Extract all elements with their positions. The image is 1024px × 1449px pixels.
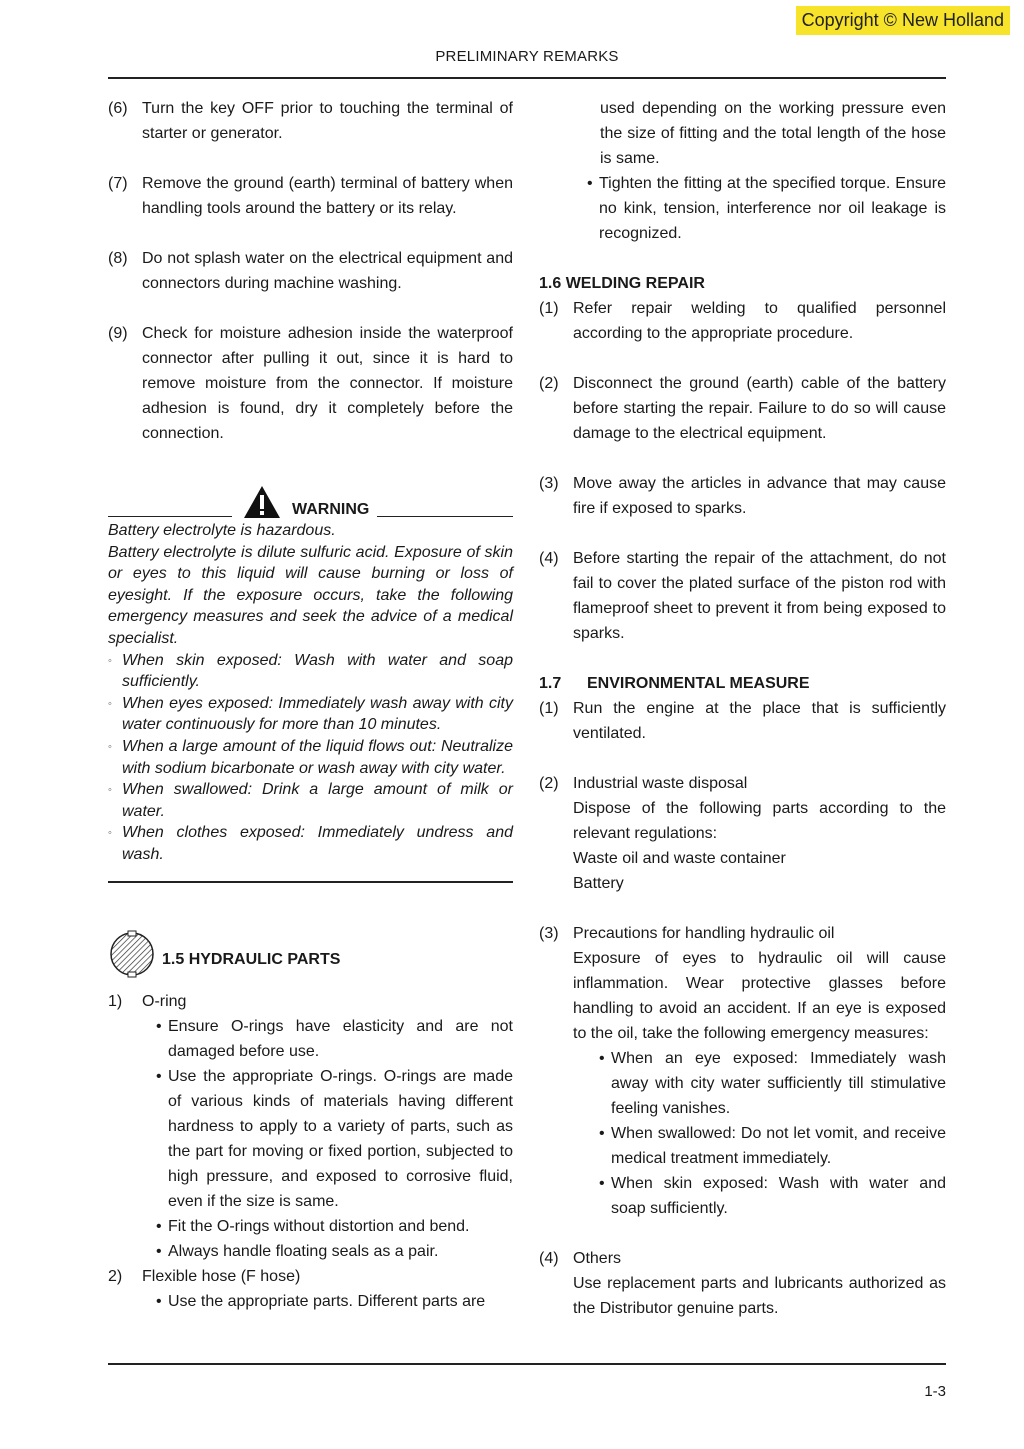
section-title: 1.5 HYDRAULIC PARTS [162,951,341,968]
section-title: 1.7 ENVIRONMENTAL MEASURE [539,675,810,692]
bullet-item: • When swallowed: Do not let vomit, and receive medical treatment immediately. [599,1125,946,1167]
warning-list-item: ◦ When a large amount of the liquid flows out: Neutralize with sodium bicarbonate or wash away with city water. [108,737,513,777]
copyright-banner: Copyright © New Holland [796,6,1010,35]
list-item: 2) Flexible hose (F hose) [108,1267,301,1285]
warning-header [108,482,513,520]
left-column [108,96,513,1314]
list-item: (4) Before starting the repair of the attachment, do not fail to cover the plated surface of the piston rod with flameproof sheet to prevent it from being exposed to sparks. [539,550,946,642]
bullet-item: • When an eye exposed: Immediately wash away with city water sufficiently till stimulative feeling vanishes. [599,1050,946,1117]
warning-bottom-rule [108,881,513,883]
footer-rule [108,1363,946,1365]
section-title: 1.6 WELDING REPAIR [539,275,705,292]
list-item: (1) Run the engine at the place that is sufficiently ventilated. [539,700,946,742]
list-item: (7) Remove the ground (earth) terminal of battery when handling tools around the battery or its relay. [108,175,513,217]
divider [377,516,513,517]
list-item: (9) Check for moisture adhesion inside the waterproof connector after pulling it out, since it is hard to remove moisture from the connector. If moisture adhesion is found, dry it completely before the connection. [108,325,513,442]
continued-text: used depending on the working pressure even the size of fitting and the total length of the hose is same. [600,100,946,167]
warning-list-item: ◦ When eyes exposed: Immediately wash away with city water continuously for more than 10 minutes. [108,694,513,734]
list-item: (2) Disconnect the ground (earth) cable of the battery before starting the repair. Failure to do so will cause damage to the electrical equipment. [539,375,946,442]
warning-title: WARNING [292,501,370,518]
bullet-item: • Fit the O-rings without distortion and bend. [156,1217,470,1235]
right-column [539,96,946,1321]
bullet-item: • Use the appropriate O-rings. O-rings are made of various kinds of materials having different hardness to apply to a variety of parts, such as the part for moving or fixed portion, subjected to high pressure, and exposed to corrosive fluid, even if the size is same. [156,1067,513,1210]
bullet-item: • Use the appropriate parts. Different parts are [156,1292,486,1310]
list-item: (3) Move away the articles in advance that may cause fire if exposed to sparks. [539,475,946,517]
bullet-item: • Ensure O-rings have elasticity and are not damaged before use. [156,1017,513,1060]
divider [108,516,232,517]
list-item: (3) Precautions for handling hydraulic oil Exposure of eyes to hydraulic oil will cause inflammation. Wear protective glasses before handling to avoid an accident. If an eye is exposed to the oil, take the following emergency measures: • When an eye exposed: Immediately wash away with city water sufficiently till stimulative feeling vanishes. • When swallowed: Do not let vomit, and receive medical treatment immediately. • When skin exposed: Wash with water and soap sufficiently. [539,921,946,1221]
warning-body: Battery electrolyte is hazardous. Battery electrolyte is dilute sulfuric acid. Exposure of skin or eyes to this liquid will cause burning or loss of eyesight. If the exposure occurs, take the following emergency measures and seek the advice of a medical specialist. ◦ When skin exposed: Wash with water and soap sufficiently. ◦ When eyes exposed: Immediately wash away with city water continuously for more than 10 minutes. ◦ When a large amount of the liquid flows out: Neutralize with sodium bicarbonate or wash away with city water. ◦ When swallowed: Drink a large amount of milk or water. ◦ When clothes exposed: Immediately undress and wash. [108,520,513,866]
bullet-item: • Tighten the fitting at the specified torque. Ensure no kink, tension, interference nor oil leakage is recognized. [587,175,946,242]
list-item: (4) Others Use replacement parts and lubricants authorized as the Distributor genuine parts. [539,1250,946,1317]
gear-seal-icon [108,930,156,978]
page-header: PRELIMINARY REMARKS [435,48,619,65]
warning-list-item: ◦ When swallowed: Drink a large amount of milk or water. [108,781,513,820]
page-number: 1-3 [924,1383,946,1400]
header-rule [108,77,946,79]
section-heading [108,929,513,979]
list-item: (1) Refer repair welding to qualified personnel according to the appropriate procedure. [539,300,946,342]
warning-triangle-icon [242,484,282,520]
list-item: (2) Industrial waste disposal Dispose of the following parts according to the relevant regulations: Waste oil and waste container Battery [539,775,946,892]
list-item: (6) Turn the key OFF prior to touching the terminal of starter or generator. [108,100,513,142]
list-item: (8) Do not splash water on the electrical equipment and connectors during machine washing. [108,250,513,292]
warning-list-item: ◦ When clothes exposed: Immediately undress and wash. [108,824,513,863]
bullet-item: • Always handle floating seals as a pair. [156,1242,439,1260]
bullet-item: • When skin exposed: Wash with water and soap sufficiently. [599,1175,946,1217]
list-item: 1) O-ring [108,992,187,1010]
warning-list-item: ◦ When skin exposed: Wash with water and soap sufficiently. [108,651,513,691]
